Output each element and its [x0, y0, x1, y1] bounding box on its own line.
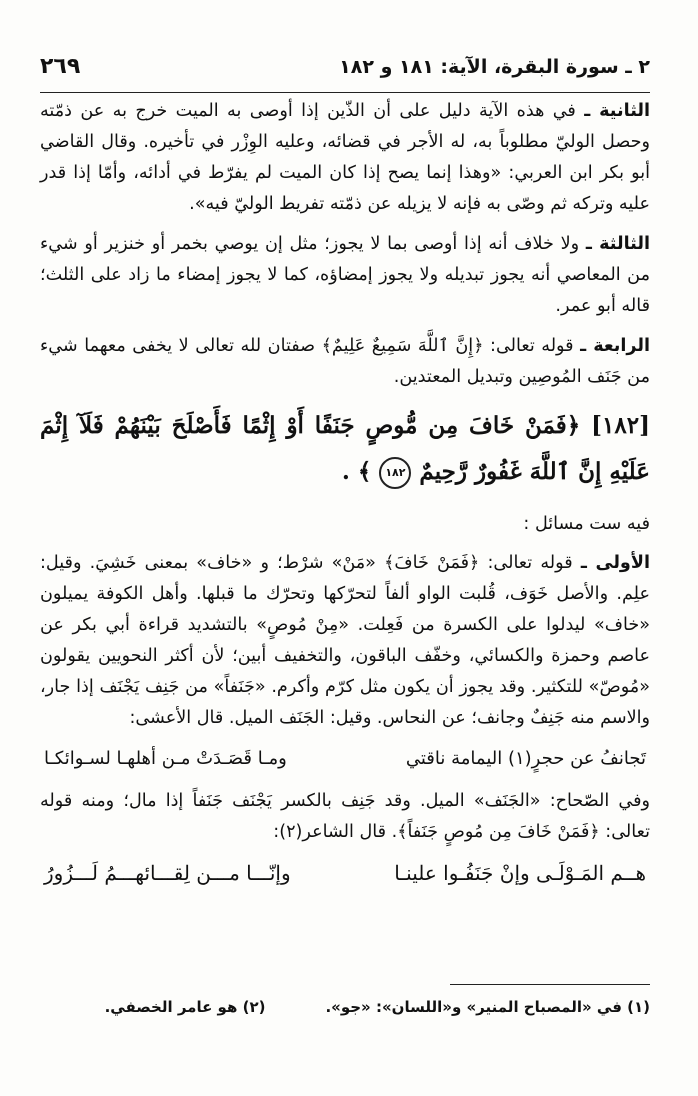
paragraph-third: [40, 229, 650, 322]
footnote-2: (٢) هو عامر الخصفي.: [104, 998, 266, 1016]
paragraph-lead: الثالثة ـ: [585, 234, 650, 254]
page-number: ٢٦٩: [40, 54, 81, 79]
verse-text: ﴿فَمَنْ خَافَ مِن مُّوصٍ جَنَفًا أَوْ إِثْمًا فَأَصْلَحَ بَيْنَهُمْ فَلَآ إِثْمَ عَلَيْهِ إِنَّ ٱللَّهَ غَفُورٌ رَّحِيمٌ: [40, 412, 650, 485]
poem-verse-poet: [44, 858, 646, 889]
paragraph-text: قوله تعالى: ﴿إِنَّ ٱللَّهَ سَمِيعٌ عَلِيمٌ﴾ صفتان لله تعالى لا يخفى معهما شيء من جَنَف المُوصِين وتبديل المعتدين.: [40, 336, 650, 387]
paragraph-second: [40, 96, 650, 220]
page-header: [40, 54, 650, 93]
footnote-divider: [450, 984, 650, 985]
paragraph-text: وفي الصّحاح: «الجَنَف» الميل. وقد جَنِف بالكسر يَجْنَف جَنَفاً إذا مال؛ ومنه قوله تعالى: ﴿فَمَنْ خَافَ مِن مُوصٍ جَنَفاً﴾. قال الشاعر(٢):: [40, 791, 650, 842]
poem-hemistich-right: هــم المَـوْلَـى وإنْ جَنَفُـوا علينـا: [394, 861, 646, 885]
page-body: [40, 96, 650, 901]
paragraph-lead: الأولى ـ: [580, 553, 650, 573]
verse-closing: ﴾ .: [341, 458, 372, 485]
quran-verse: [40, 403, 650, 495]
paragraph-text: ولا خلاف أنه إذا أوصى بما لا يجوز؛ مثل إن يوصي بخمر أو خنزير أو شيء من المعاصي أنه يجوز تبديله ولا يجوز إمضاؤه، كما لا يجوز إمضاء ما زاد على الثلث؛ قاله أبو عمر.: [40, 234, 650, 316]
paragraph-fourth: [40, 331, 650, 393]
footnotes: [80, 998, 650, 1016]
header-title: ٢ ـ سورة البقرة، الآية: ١٨١ و ١٨٢: [339, 56, 650, 78]
poem-hemistich-right: تَجانفُ عن حجرٍ(١) اليمامة ناقتي: [405, 748, 646, 769]
ayah-marker: ١٨٢: [379, 457, 411, 489]
paragraph-first-issue: [40, 548, 650, 734]
paragraph-sihah: [40, 786, 650, 848]
paragraph-lead: الرابعة ـ: [580, 336, 651, 356]
poem-hemistich-left: وإنّـــا مـــن لِقـــائهـــمُ لَـــزُورُ: [44, 861, 291, 885]
verse-number: [١٨٢]: [591, 412, 650, 439]
paragraph-text: قوله تعالى: ﴿فَمَنْ خَافَ﴾ «مَنْ» شرْط؛ و «خاف» بمعنى خَشِيَ. وقيل: علِم. والأصل خَوَف، قُلبت الواو ألفاً لتحرّكها وتحرّك ما قبلها. وأهل الكوفة يميلون «خاف» ليدلوا على الكسرة من فَعِلت. «مِنْ مُوصٍ» بالتشديد قراءة أبي بكر عن عاصم وحمزة والكسائي، وخفّف الباقون، والتخفيف أبين؛ لأن أكثر النحويين يقولون «مُوصّ» للتكثير. وقد يجوز أن يكون مثل كرّم وأكرم. «جَنَفاً» من جَنِف يَجْنَف إذا جار، والاسم منه جَنِفٌ وجانف؛ عن النحاس. وقيل: الجَنَف الميل. قال الأعشى:: [40, 553, 650, 728]
paragraph-text: في هذه الآية دليل على أن الذّين إذا أوصى به الميت خرج به عن ذمّته وحصل الوليّ مطلوباً به، له الأجر في قضائه، وعليه الوِزْر في تأخيره. وقال القاضي أبو بكر ابن العربي: «وهذا إنما يصح إذا كان الميت لم يفرّط في أدائه، وأمّا إذا قدر عليه وتركه ثم وصّى به فإنه لا يزيله عن ذمّته تفريط الوليّ فيه».: [40, 101, 650, 214]
poem-hemistich-left: ومـا قَصَـدَتْ مـن أهلهـا لسـوائكـا: [44, 748, 287, 769]
issues-intro: فيه ست مسائل :: [523, 514, 650, 534]
footnote-1: (١) في «المصباح المنير» و«اللسان»: «جو».: [325, 998, 650, 1016]
paragraph-lead: الثانية ـ: [584, 101, 651, 121]
poem-verse-asha: [44, 743, 646, 774]
